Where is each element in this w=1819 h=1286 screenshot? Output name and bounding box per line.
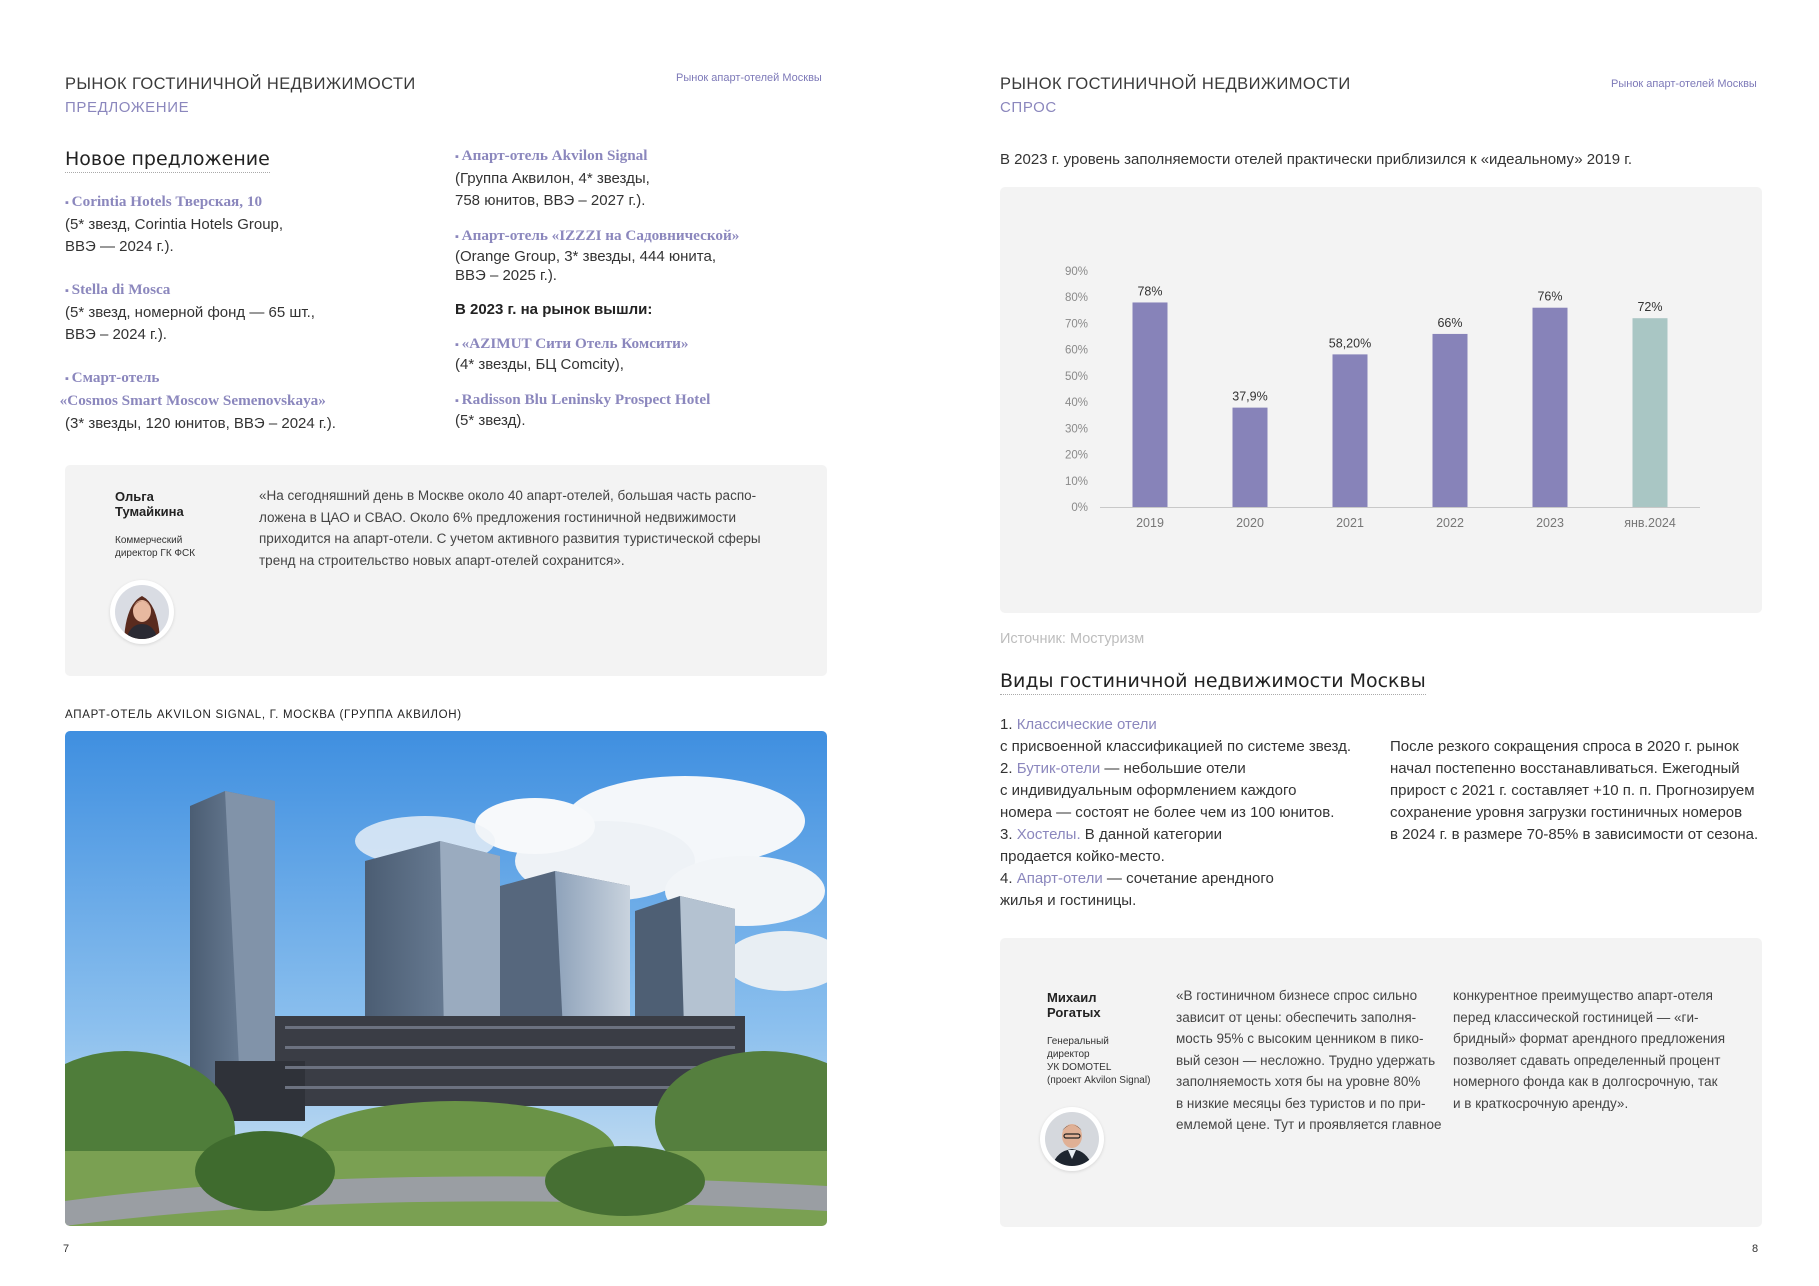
hotel-details: (5* звезд, Corintia Hotels Group, [65,216,284,233]
data-label: 78% [1137,284,1163,299]
hotel-name-line2: «Cosmos Smart Moscow Semenovskaya» [59,392,326,409]
new-supply-list-col2 [455,145,815,430]
y-tick-label: 70% [1064,318,1088,331]
chart-intro-text: В 2023 г. уровень заполняемости отелей практически приблизился к «идеальному» 2019 г. [1000,151,1633,168]
bar [1533,308,1568,507]
y-tick-label: 60% [1064,344,1088,357]
hotel-details: (5* звезд). [455,412,526,429]
list-item [1000,868,1390,890]
section-title: Виды гостиничной недвижимости Москвы [1000,670,1426,695]
quote-line: «На сегодняшний день в Москве около 40 апарт-отелей, большая часть распо- [259,488,757,503]
list-item [455,390,815,430]
role-line: (проект Akvilon Signal) [1047,1075,1151,1086]
hotel-name: ▪ Апарт-отель «IZZZI на Садовнической» [455,226,815,247]
quote-line: бридный» формат арендного предложения [1453,1031,1726,1046]
item-number: 3. [1000,826,1017,843]
y-tick-label: 90% [1064,266,1088,278]
quote-line: перед классической гостиницей — «ги- [1453,1009,1699,1025]
chart-source: Источник: Мостуризм [1000,631,1145,647]
data-label: 58,20% [1328,336,1372,351]
quote-author-name [1047,990,1101,1020]
building-photo [65,731,827,1226]
section-title: Новое предложение [65,148,270,173]
quote-box-rogatykh [1000,938,1762,1227]
left-header-tag: Рынок апарт-отелей Москвы [676,72,822,84]
demand-forecast-paragraph [1390,736,1770,846]
bar [1133,302,1168,507]
chart-panel [1000,187,1762,613]
list-item [455,226,815,285]
hotel-name: ▪ Апарт-отель Akvilon Signal [455,145,815,168]
hotel-name: ▪ Stella di Mosca [65,279,425,302]
y-tick-label: 50% [1064,370,1088,383]
para-line: начал постепенно восстанавливаться. Ежегодный [1390,760,1740,777]
quote-text [259,485,799,571]
y-tick-label: 40% [1064,397,1088,410]
quote-line: тренд на строительство новых апарт-отелей сохранится». [259,552,625,568]
quote-line: вый сезон — несложно. Трудно удержать [1176,1052,1436,1068]
type-desc: продается койко-место. [1000,848,1165,865]
hotel-details: (Orange Group, 3* звезды, 444 юнита, [455,248,716,265]
quote-text-col1 [1176,985,1446,1136]
item-number: 4. [1000,870,1017,887]
x-tick-label: 2021 [1336,516,1364,530]
type-name: Классические отели [1016,716,1157,733]
hotel-details: (4* звезды, БЦ Comcity), [455,356,624,373]
para-line: сохранение уровня загрузки гостиничных номеров [1390,804,1743,821]
list-item [1000,824,1390,846]
new-supply-list-col1 [59,191,425,435]
author-first-name: Ольга [115,489,154,504]
type-desc: В данной категории [1080,826,1223,843]
bar [1633,318,1668,507]
list-item [65,191,425,258]
new-supply-heading [65,148,270,170]
quote-line: емлемой цене. Тут и проявляется главное [1176,1117,1442,1132]
author-first-name: Михаил [1047,990,1097,1005]
item-number: 1. [1000,716,1017,733]
hotel-name: ▪ «AZIMUT Сити Отель Комсити» [455,334,815,355]
type-desc: — сочетание арендного [1102,870,1274,887]
quote-line: позволяет сдавать определенный процент [1453,1052,1721,1068]
data-label: 72% [1637,300,1663,315]
list-item [455,334,815,374]
item-number: 2. [1000,760,1017,777]
right-header-subtitle: СПРОС [1000,99,1057,116]
quote-author-role [1047,1035,1150,1087]
data-label: 76% [1537,289,1563,304]
page-number-right: 8 [1752,1243,1759,1255]
hotel-details: (3* звезды, 120 юнитов, ВВЭ – 2024 г.). [65,415,336,432]
photo-caption: АПАРТ-ОТЕЛЬ AKVILON SIGNAL, Г. МОСКВА (ГРУППА АКВИЛОН) [65,709,462,721]
hotel-details: 758 юнитов, ВВЭ – 2027 г.). [455,192,646,209]
hotel-name-cont [59,390,425,413]
para-line: После резкого сокращения спроса в 2020 г. рынок [1390,738,1739,755]
para-line: в 2024 г. в размере 70-85% в зависимости от сезона. [1390,826,1759,843]
hotel-details: ВВЭ — 2024 г.). [65,238,174,255]
quote-line: конкурентное преимущество апарт-отеля [1453,988,1713,1003]
quote-line: и в краткосрочную аренду». [1453,1095,1629,1111]
hotel-details: ВВЭ – 2025 г.). [455,267,557,284]
role-line: директор [1047,1049,1090,1060]
quote-author-name [115,489,184,519]
data-label: 37,9% [1232,389,1268,404]
y-tick-label: 30% [1064,423,1088,436]
x-tick-label: янв.2024 [1624,516,1676,530]
type-name: Апарт-отели [1016,870,1103,887]
portrait-woman-icon [114,584,170,640]
right-header-tag: Рынок апарт-отелей Москвы [1611,78,1757,90]
author-last-name: Рогатых [1047,1005,1101,1020]
hotel-details: ВВЭ – 2024 г.). [65,326,167,343]
quote-line: в низкие месяцы без туристов и по при- [1176,1095,1426,1111]
type-desc: номера — состоят не более чем из 100 юнитов. [1000,804,1335,821]
x-tick-label: 2023 [1536,516,1564,530]
quote-line: заполняемость хотя бы на уровне 80% [1176,1074,1421,1089]
hotel-details: (5* звезд, номерной фонд — 65 шт., [65,304,315,321]
role-line: УК DOMOTEL [1047,1062,1112,1073]
quote-line: номерного фонда как в долгосрочную, так [1453,1074,1718,1089]
role-line: Генеральный [1047,1036,1109,1047]
x-tick-label: 2019 [1136,516,1164,530]
quote-author-role [115,534,195,560]
occupancy-bar-chart [1000,187,1762,613]
list-item [65,279,425,346]
y-tick-label: 80% [1064,292,1088,305]
avatar [1040,1107,1104,1171]
y-tick-label: 20% [1064,449,1088,462]
bar [1333,354,1368,507]
types-heading [1000,670,1426,692]
list-item [455,145,815,212]
role-line: директор ГК ФСК [115,548,196,559]
type-name: Бутик-отели [1016,760,1101,777]
x-tick-label: 2022 [1436,516,1464,530]
subhead-2023: В 2023 г. на рынок вышли: [455,301,653,318]
hotel-name: ▪ Смарт-отель [65,367,425,390]
data-label: 66% [1437,315,1463,330]
quote-box-tumaykina [65,465,827,676]
y-tick-label: 0% [1071,502,1088,514]
left-header-title: РЫНОК ГОСТИНИЧНОЙ НЕДВИЖИМОСТИ [65,75,416,93]
quote-line: зависит от цены: обеспечить заполня- [1176,1009,1417,1025]
bar [1233,408,1268,507]
list-item [1000,758,1390,780]
hotel-name: ▪ Radisson Blu Leninsky Prospect Hotel [455,390,815,411]
hotel-details: (Группа Аквилон, 4* звезды, [455,170,650,187]
type-desc: жилья и гостиницы. [1000,892,1137,909]
avatar [110,580,174,644]
quote-line: «В гостиничном бизнесе спрос сильно [1176,988,1418,1003]
quote-line: ложена в ЦАО и СВАО. Около 6% предложения гостиничной недвижимости [259,509,737,525]
para-line: прирост с 2021 г. составляет +10 п. п. Прогнозируем [1390,782,1755,799]
right-header-title: РЫНОК ГОСТИНИЧНОЙ НЕДВИЖИМОСТИ [1000,75,1351,93]
type-name: Хостелы. [1016,826,1081,843]
portrait-man-icon [1044,1111,1100,1167]
quote-text-col2 [1453,985,1743,1114]
author-last-name: Тумайкина [115,504,184,519]
x-tick-label: 2020 [1236,516,1264,530]
list-item [59,367,425,435]
hotel-name: ▪ Corintia Hotels Тверская, 10 [65,191,425,214]
hotel-types-list [1000,714,1390,912]
role-line: Коммерческий [115,535,183,546]
bar [1433,334,1468,507]
akvilon-signal-render-image [65,731,827,1226]
type-desc: с индивидуальным оформлением каждого [1000,782,1297,799]
list-item [1000,714,1390,736]
page-number-left: 7 [63,1243,70,1255]
y-tick-label: 10% [1064,475,1088,488]
type-desc: — небольшие отели [1100,760,1246,777]
quote-line: приходится на апарт-отели. С учетом активного развития туристической сферы [259,531,761,546]
quote-line: мость 95% с высоким ценником в пико- [1176,1031,1424,1046]
type-desc: с присвоенной классификацией по системе звезд. [1000,738,1352,755]
left-header-subtitle: ПРЕДЛОЖЕНИЕ [65,99,190,116]
